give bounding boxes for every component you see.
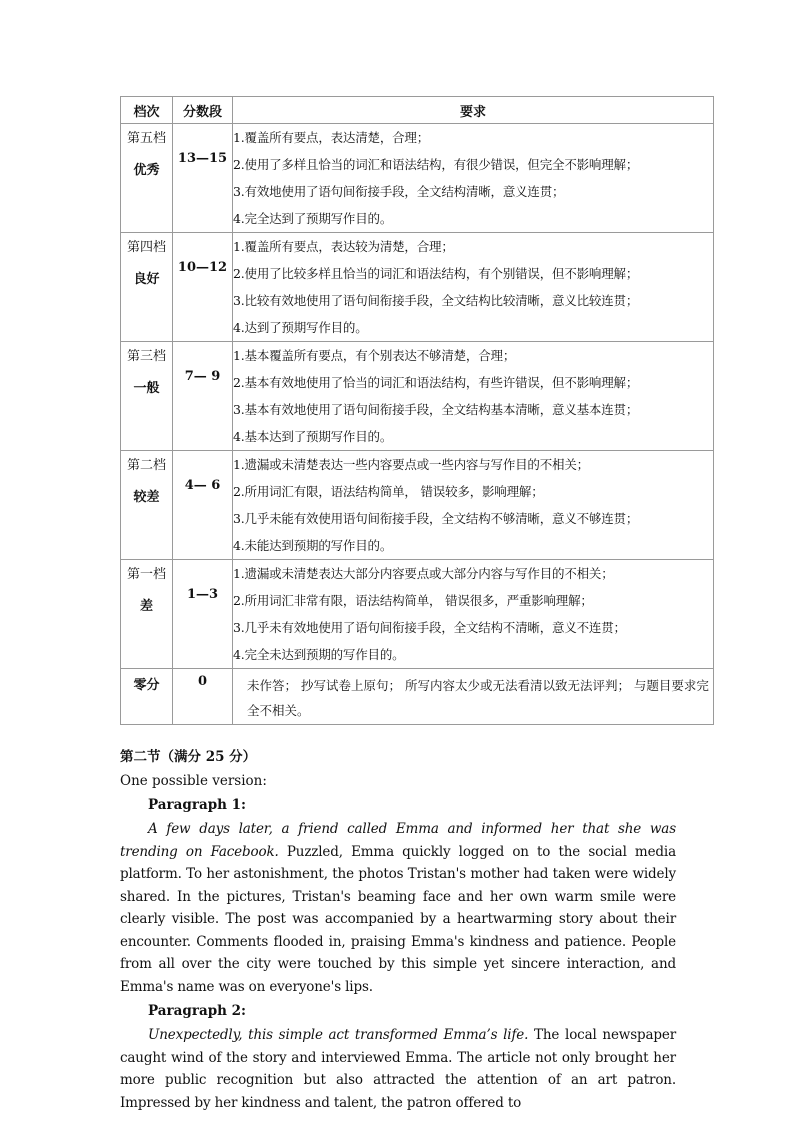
band-cell <box>121 560 173 669</box>
section-intro: One possible version: <box>120 773 267 789</box>
score-cell <box>173 451 233 560</box>
table-row <box>121 451 714 560</box>
requirement-item: 2.基本有效地使用了恰当的词汇和语法结构，有些许错误，但不影响理解； <box>233 375 639 390</box>
requirement-item: 2.所用词汇有限，语法结构简单， 错误较多，影响理解； <box>233 484 544 499</box>
band-cell <box>121 451 173 560</box>
requirement-item: 2.使用了比较多样且恰当的词汇和语法结构，有个别错误，但不影响理解； <box>233 266 639 281</box>
score-cell <box>173 124 233 233</box>
requirement-item: 1.覆盖所有要点，表达清楚，合理； <box>233 130 430 145</box>
score-range: 4— 6 <box>184 478 221 493</box>
grading-table <box>120 96 714 725</box>
band-name: 第二档 <box>126 458 166 473</box>
table-row-zero <box>121 669 714 725</box>
requirements-cell <box>233 124 714 233</box>
score-range: 13—15 <box>177 151 228 166</box>
band-level: 良好 <box>133 272 160 287</box>
requirement-item: 1.遗漏或未清楚表达大部分内容要点或大部分内容与写作目的不相关； <box>233 566 614 581</box>
header-band: 档次 <box>121 97 173 124</box>
requirement-item: 3.比较有效地使用了语句间衔接手段，全文结构比较清晰，意义比较连贯； <box>233 293 639 308</box>
section-title: 第二节（满分 25 分） <box>120 749 257 765</box>
zero-score-cell <box>173 669 233 725</box>
band-name: 第一档 <box>126 567 166 582</box>
requirements-cell <box>233 233 714 342</box>
paragraph-1-body <box>120 818 676 998</box>
band-cell <box>121 124 173 233</box>
requirement-item: 2.所用词汇非常有限，语法结构简单， 错误很多，严重影响理解； <box>233 593 593 608</box>
band-name: 第三档 <box>126 349 166 364</box>
table-row <box>121 342 714 451</box>
requirements-cell <box>233 560 714 669</box>
band-level: 较差 <box>133 490 160 505</box>
requirement-item: 2.使用了多样且恰当的词汇和语法结构，有很少错误，但完全不影响理解； <box>233 157 639 172</box>
zero-text-cell <box>233 669 714 725</box>
requirement-item: 3.基本有效地使用了语句间衔接手段，全文结构基本清晰，意义基本连贯； <box>233 402 639 417</box>
zero-score: 0 <box>197 674 208 689</box>
band-level: 差 <box>139 599 153 614</box>
score-range: 1—3 <box>186 587 219 602</box>
requirement-item: 4.完全达到了预期写作目的。 <box>233 211 393 226</box>
score-cell <box>173 560 233 669</box>
score-range: 10—12 <box>177 260 228 275</box>
band-cell <box>121 233 173 342</box>
band-level: 优秀 <box>133 163 160 178</box>
requirements-cell <box>233 342 714 451</box>
requirement-item: 3.有效地使用了语句间衔接手段，全文结构清晰，意义连贯； <box>233 184 565 199</box>
table-header-row <box>121 97 714 124</box>
band-cell <box>121 342 173 451</box>
table-row <box>121 560 714 669</box>
paragraph-2-lead: Unexpectedly, this simple act transformed Emma’s life. <box>148 1027 529 1043</box>
score-range: 7— 9 <box>184 369 221 384</box>
table-row <box>121 124 714 233</box>
band-name: 第五档 <box>126 131 166 146</box>
requirement-item: 4.基本达到了预期写作目的。 <box>233 429 393 444</box>
band-name: 第四档 <box>126 240 166 255</box>
table-row <box>121 233 714 342</box>
header-score: 分数段 <box>173 97 233 124</box>
paragraph-2-heading: Paragraph 2: <box>148 1003 247 1019</box>
requirement-item: 1.基本覆盖所有要点，有个别表达不够清楚，合理； <box>233 348 516 363</box>
score-cell <box>173 342 233 451</box>
score-cell <box>173 233 233 342</box>
section-two <box>120 744 676 1114</box>
zero-label-cell <box>121 669 173 725</box>
requirement-item: 1.遗漏或未清楚表达一些内容要点或一些内容与写作目的不相关； <box>233 457 589 472</box>
paragraph-1-text: Puzzled, Emma quickly logged on to the social media platform. To her astonishment, the photos Tristan's mother had taken were widely shared. In the pictures, Tristan's beaming face and her own warm smile were clearly visible. The post was accompanied by a heartwarming story about their encounter. Comments flooded in, praising Emma's kindness and patience. People from all over the city were touched by this simple yet sincere interaction, and Emma's name was on everyone's lips. <box>120 843 676 995</box>
paragraph-1-lead: A few days later, a friend called Emma and informed her that she was trending on Facebook. <box>120 821 676 860</box>
paragraph-2-text: The local newspaper caught wind of the story and interviewed Emma. The article not only brought her more public recognition but also attracted the attention of an art patron. Impressed by her kindness and talent, the patron offered to <box>120 1027 676 1111</box>
requirement-item: 1.覆盖所有要点，表达较为清楚，合理； <box>233 239 454 254</box>
requirement-item: 3.几乎未能有效使用语句间衔接手段，全文结构不够清晰，意义不够连贯； <box>233 511 639 526</box>
zero-description: 未作答； 抄写试卷上原句； 所写内容太少或无法看清以致无法评判； 与题目要求完全不相关。 <box>247 678 709 718</box>
zero-label: 零分 <box>133 678 160 693</box>
paragraph-2-body <box>120 1024 676 1114</box>
requirement-item: 3.几乎未有效地使用了语句间衔接手段，全文结构不清晰，意义不连贯； <box>233 620 626 635</box>
requirement-item: 4.完全未达到预期的写作目的。 <box>233 647 405 662</box>
requirements-cell <box>233 451 714 560</box>
header-requirements: 要求 <box>233 97 714 124</box>
requirement-item: 4.达到了预期写作目的。 <box>233 320 368 335</box>
paragraph-1-heading: Paragraph 1: <box>148 797 247 813</box>
requirement-item: 4.未能达到预期的写作目的。 <box>233 538 393 553</box>
band-level: 一般 <box>133 381 160 396</box>
